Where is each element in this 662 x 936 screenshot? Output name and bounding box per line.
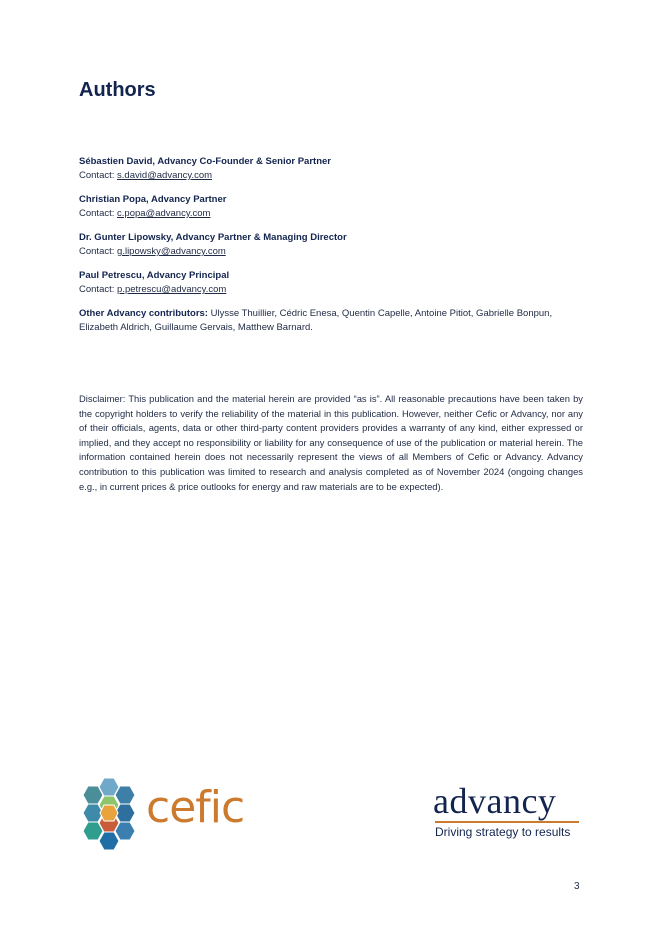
- contact-label: Contact:: [79, 208, 115, 219]
- author-email-link[interactable]: c.popa@advancy.com: [117, 208, 211, 219]
- page-number: 3: [574, 881, 580, 892]
- author-name: Dr. Gunter Lipowsky, Advancy Partner & Managing Director: [79, 232, 347, 243]
- cefic-logo: [80, 776, 250, 850]
- advancy-divider: [435, 821, 579, 823]
- contributors-label: Other Advancy contributors:: [79, 308, 208, 319]
- author-entry: [79, 155, 331, 183]
- cefic-hexagon-icon: [80, 776, 150, 850]
- author-email-link[interactable]: p.petrescu@advancy.com: [117, 284, 227, 295]
- contributors-names: Ulysse Thuillier, Cédric Enesa, Quentin Capelle, Antoine Pitiot, Gabrielle Bonpun, Elizabeth Aldrich, Guillaume Gervais, Matthew Barnard.: [79, 308, 553, 333]
- author-name: Paul Petrescu, Advancy Principal: [79, 270, 230, 281]
- author-email-link[interactable]: s.david@advancy.com: [117, 170, 213, 181]
- author-contact: [79, 169, 331, 183]
- disclaimer-text: Disclaimer: This publication and the material herein are provided “as is”. All reasonable precautions have been taken by the copyright holders to verify the reliability of the material in this publication. However, neither Cefic or Advancy, nor any of their officials, agents, data or other third-party content providers provides a warranty of any kind, either expressed or implied, and they accept no responsibility or liability for any consequence of use of the publication or material herein. The information contained herein does not necessarily represent the views of all Members of Cefic or Advancy. Advancy contribution to this publication was limited to research and analysis completed as of November 2024 (ongoing changes e.g., in current prices & price outlooks for energy and raw materials are to be expected).: [79, 393, 583, 492]
- advancy-logo: [433, 781, 593, 845]
- contact-label: Contact:: [79, 170, 115, 181]
- author-entry: [79, 231, 347, 259]
- author-contact: [79, 245, 347, 259]
- author-email-link[interactable]: g.lipowsky@advancy.com: [117, 246, 226, 257]
- contact-label: Contact:: [79, 284, 115, 295]
- page-title: Authors: [79, 79, 156, 101]
- contact-label: Contact:: [79, 246, 115, 257]
- author-name: Sébastien David, Advancy Co-Founder & Senior Partner: [79, 156, 331, 167]
- author-name: Christian Popa, Advancy Partner: [79, 194, 227, 205]
- other-contributors: [79, 307, 584, 335]
- author-entry: [79, 193, 226, 221]
- cefic-wordmark: cefic: [146, 782, 245, 833]
- advancy-wordmark: advancy: [433, 781, 557, 821]
- advancy-tagline: Driving strategy to results: [435, 825, 571, 839]
- author-contact: [79, 283, 229, 297]
- author-contact: [79, 207, 226, 221]
- author-entry: [79, 269, 229, 297]
